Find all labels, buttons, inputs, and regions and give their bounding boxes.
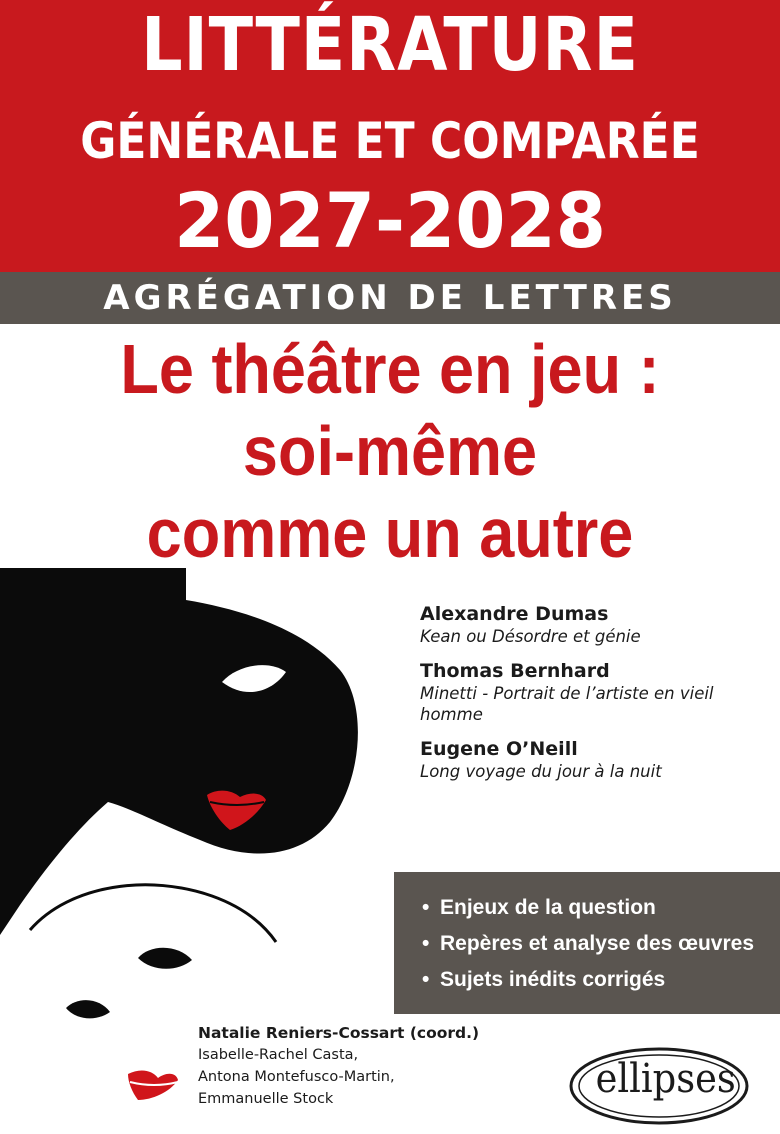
year-range: 2027-2028 — [174, 176, 606, 265]
coordinator-name: Natalie Reniers-Cossart (coord.) — [198, 1024, 480, 1042]
theme-title-line1: Le théâtre en jeu : — [120, 330, 660, 408]
work-title: Minetti - Portrait de l’artiste en vieil — [420, 684, 714, 703]
theme-title-line2: soi-même — [242, 412, 538, 490]
work-author: Thomas Bernhard — [420, 660, 610, 682]
key-point — [422, 896, 656, 920]
works-list — [420, 602, 770, 794]
key-point — [422, 932, 754, 956]
exam-name: AGRÉGATION DE LETTRES — [103, 278, 677, 318]
key-point — [422, 968, 665, 992]
key-point-text: Sujets inédits corrigés — [440, 968, 666, 991]
publisher-logo — [566, 1042, 752, 1130]
work-item — [420, 737, 770, 782]
bullet-icon: • — [422, 968, 430, 991]
publisher-name: ellipses — [595, 1056, 736, 1102]
contributor-name: Antona Montefusco-Martin, — [198, 1069, 395, 1085]
work-title: Kean ou Désordre et génie — [420, 627, 641, 646]
bullet-icon: • — [422, 932, 430, 955]
authors-block — [198, 1022, 479, 1110]
work-item — [420, 659, 770, 725]
key-points-box — [394, 872, 780, 1014]
key-point-text: Repères et analyse des œuvres — [440, 932, 754, 955]
key-point-text: Enjeux de la question — [440, 896, 656, 919]
work-author: Eugene O’Neill — [420, 738, 578, 760]
work-author: Alexandre Dumas — [420, 603, 609, 625]
contributor-name: Emmanuelle Stock — [198, 1091, 334, 1107]
work-item — [420, 602, 770, 647]
black-theatre-mask-icon — [0, 568, 358, 935]
series-title-line1: LITTÉRATURE — [141, 2, 639, 88]
contributor-name: Isabelle-Rachel Casta, — [198, 1047, 359, 1063]
work-title-continued: homme — [420, 705, 483, 724]
theme-title-line3: comme un autre — [146, 494, 634, 572]
bullet-icon: • — [422, 896, 430, 919]
work-title: Long voyage du jour à la nuit — [420, 762, 662, 781]
series-title-line2: GÉNÉRALE ET COMPARÉE — [80, 112, 700, 170]
